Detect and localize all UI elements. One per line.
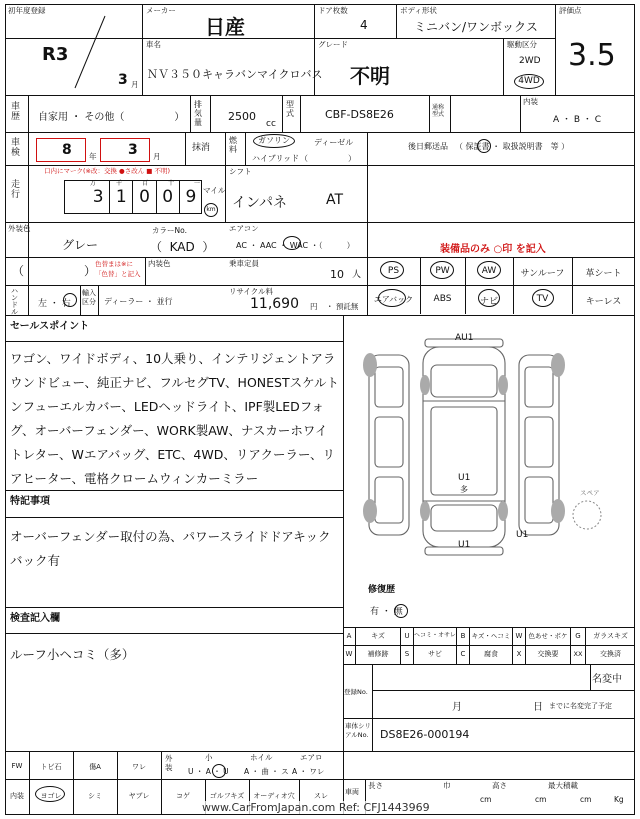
divider	[372, 664, 373, 751]
divider	[5, 517, 343, 518]
divider	[5, 315, 635, 316]
unit-label: 一	[193, 180, 200, 187]
equip-tv: TV	[536, 294, 549, 304]
divider	[5, 285, 367, 286]
airbag-circle	[378, 289, 406, 307]
legend-code: X	[513, 645, 526, 664]
capacity: 10	[330, 268, 344, 281]
navi-circle	[478, 289, 500, 307]
repaint-note2: 「色替」と記入	[95, 270, 141, 278]
legend-text: キズ・ヘコミ	[470, 627, 513, 645]
divider	[429, 95, 430, 132]
int-item: ヨゴレ	[40, 792, 62, 800]
divider	[5, 341, 343, 342]
interior-label: 内装	[523, 97, 538, 106]
length-unit: cm	[480, 795, 492, 804]
type-label: 型式	[286, 100, 294, 118]
divider	[343, 718, 635, 719]
equip-navi: ナビ	[479, 297, 498, 307]
load-unit: Kg	[614, 795, 624, 804]
ac-label: エアコン	[229, 224, 259, 233]
divider	[5, 257, 635, 258]
divider	[367, 132, 368, 316]
drive-4wd: 4WD	[514, 74, 544, 89]
sales-title: セールスポイント	[10, 321, 90, 332]
interior-grades: A ・ B ・ C	[553, 115, 602, 125]
height-label: 高さ	[492, 781, 507, 790]
import-label: 輸入区分	[82, 289, 96, 306]
repair-label: 修復歴	[368, 585, 396, 595]
int-color-label: 内装色	[148, 259, 171, 268]
repaint-note1: 色替まは※に	[95, 260, 133, 268]
odometer-digit: 9	[179, 180, 202, 214]
ac-options: AC ・ AAC ・ WAC ・（ ）	[236, 241, 355, 250]
equip-ps: PS	[387, 266, 400, 276]
odometer-digit: 0	[156, 180, 179, 214]
fuel-hybrid: ハイブリッド	[252, 154, 300, 163]
width-label: 巾	[443, 781, 451, 790]
model: ＮＶ３５０キャラバンマイクロバス	[147, 68, 323, 81]
divider	[5, 751, 635, 752]
int-item: コゲ	[176, 792, 190, 800]
first-reg-month-unit: 月	[131, 80, 139, 89]
divider	[503, 38, 504, 95]
divider	[5, 132, 635, 133]
length-label: 長さ	[368, 781, 383, 790]
capacity-unit: 人	[352, 270, 362, 280]
reg-month-unit: 月	[452, 702, 462, 713]
color-no-value: KAD	[169, 240, 195, 254]
diagram-u1-right: U1	[516, 530, 529, 540]
equip-aw: AW	[481, 266, 497, 276]
wheel-grades: A ・ 曲 ・ ス	[244, 767, 289, 776]
legend-code: S	[401, 645, 414, 664]
ext-circle	[212, 764, 226, 778]
divider	[396, 4, 397, 38]
unit-label: 千	[115, 180, 122, 187]
reg-deadline: までに名変完了予定	[549, 702, 612, 710]
sales-text: ワゴン、ワイドボディ、10人乗り、インテリジェントアラウンドビュー、純正ナビ、フルセグTV、HONESTスケルトンフューエルカバー、LEDヘッドライト、IPF製LEDフォグ、オーバーフェンダー、WORK製AW、ナスカーホワイトレター、Wエアバッグ、ETC、4WD、リアクーラー、リアヒーター、電格クロームウィンカーミラー	[10, 351, 339, 486]
reg-no-label: 登録No.	[344, 688, 368, 696]
first-reg-month: 3	[118, 72, 128, 88]
equipment-note: 装備品のみ ○印 を記入	[440, 244, 546, 255]
recycle-unit: 円	[310, 302, 318, 311]
handle-label: ハンドル	[11, 287, 18, 316]
car-diagram	[355, 325, 630, 565]
capacity-label: 乗車定員	[229, 259, 259, 268]
wheel-label: ホイル	[250, 753, 273, 762]
handle-position: 左 ・ 右	[38, 299, 71, 309]
divider	[343, 315, 344, 751]
inspection-year: 8	[62, 142, 72, 158]
chassis-no: DS8E26-000194	[380, 728, 470, 741]
score: 3.5	[568, 38, 616, 73]
doors: 4	[360, 18, 368, 32]
fuel-diesel: ディーゼル	[314, 138, 354, 147]
name-change: 名変中	[592, 674, 622, 685]
int-item: スレ	[314, 792, 328, 800]
special-text: オーバーフェンダー取付の為、パワースライドドアキックバック有	[10, 529, 331, 568]
divider	[555, 4, 556, 95]
equip-keyless: キーレス	[585, 297, 622, 307]
chassis-label: 車体シリアルNo.	[345, 722, 371, 739]
divider	[343, 664, 635, 665]
inspection-month-unit: 月	[153, 152, 161, 161]
divider	[5, 607, 343, 608]
int-item: ゴルフキズ	[209, 792, 245, 800]
maker-label: メーカー	[146, 6, 176, 15]
divider	[28, 95, 29, 315]
body-type: ミニバン/ワンボックス	[414, 20, 538, 34]
divider	[225, 165, 226, 222]
aero-label: エアロ	[300, 753, 323, 762]
disp-label: 排気量	[194, 100, 202, 127]
divider	[29, 751, 30, 815]
fuel-other: （ ）	[300, 154, 356, 163]
legend-text: 補修跡	[356, 645, 401, 664]
legend-code: W	[343, 645, 356, 664]
divider	[190, 95, 191, 132]
aw-circle	[477, 261, 501, 279]
divider	[5, 633, 343, 634]
diagram-u1-bottom: U1	[458, 540, 471, 550]
load-label: 最大積載	[548, 781, 578, 790]
unit-label: 十	[167, 180, 174, 187]
divider	[343, 779, 635, 780]
ext-small: 小	[205, 753, 213, 762]
score-label: 評価点	[559, 6, 582, 15]
first-reg-label: 初年度登録	[8, 6, 46, 15]
ps-circle	[380, 261, 404, 279]
int-item: オーディオ穴	[253, 792, 295, 800]
fuel-label: 燃料	[229, 136, 237, 154]
legend-row-2	[343, 645, 635, 664]
drive-label: 駆動区分	[507, 40, 537, 49]
usage: 自家用 ・ その他（ ）	[38, 112, 185, 123]
km-circle: km	[204, 203, 218, 217]
maker: 日産	[205, 15, 245, 39]
legend-code: C	[457, 645, 470, 664]
divider	[80, 285, 81, 315]
legend-text: ガラスキズ	[593, 632, 628, 640]
color-no: （ KAD ）	[150, 240, 215, 254]
height-unit: cm	[580, 795, 592, 804]
mileage-label: 走行	[11, 180, 21, 200]
divider	[300, 95, 301, 132]
divider	[5, 222, 635, 223]
ac-circle	[283, 236, 301, 250]
int-label: 内装	[10, 792, 24, 800]
inspection-month: 3	[128, 142, 138, 158]
inspection-month-box	[100, 138, 150, 162]
pw-circle	[430, 261, 454, 279]
shift-position: インパネ	[232, 195, 288, 211]
legend-text: 交換済	[600, 650, 621, 658]
handle-circle	[63, 293, 77, 307]
unit-label: 百	[141, 180, 148, 187]
disp-unit: cc	[266, 119, 276, 129]
repair-circle	[394, 604, 408, 618]
divider	[210, 95, 211, 132]
divider	[5, 779, 343, 780]
inspection-year-box	[36, 138, 86, 162]
watermark: www.CarFromJapan.com Ref: CFJ1443969	[202, 801, 430, 814]
inspection-year-unit: 年	[89, 152, 97, 161]
diagram-spare: スペア	[580, 489, 600, 497]
divider	[5, 95, 635, 96]
size-label: 車両	[345, 788, 359, 796]
legend-code: W	[513, 627, 526, 645]
diagram-u1-center: U1	[458, 473, 471, 483]
ext-label: 外装	[165, 754, 173, 772]
legend-row-1	[343, 627, 635, 645]
grade-label: グレード	[318, 40, 348, 49]
equip-pw: PW	[435, 266, 450, 276]
odometer-digit: 1	[109, 180, 132, 214]
import-type: ディーラー ・ 並行	[104, 297, 173, 306]
ext-grades: U ・ A ・ U	[188, 767, 229, 776]
drive-2wd: 2WD	[519, 56, 541, 66]
divider	[367, 285, 635, 286]
divider	[590, 664, 591, 690]
legend-code: B	[457, 627, 470, 645]
ext-color: グレー	[62, 238, 99, 252]
displacement: 2500	[228, 110, 256, 123]
special-title: 特記事項	[10, 496, 50, 507]
mileage-note: 口内にマーク(※改：交換 ●さ改ん ■ 不明)	[44, 167, 171, 175]
fw-item: ワレ	[132, 763, 146, 771]
legend-text: 色あせ・ボケ	[526, 627, 571, 645]
inspection-notes-title: 検査記入欄	[10, 613, 60, 624]
divider	[161, 751, 162, 815]
legend-text: 交換要	[526, 645, 571, 664]
recycle-label: リサイクル料	[229, 287, 273, 296]
equip-abs: ABS	[433, 294, 452, 304]
divider	[225, 132, 226, 165]
divider	[185, 132, 186, 165]
legend-text: 腐食	[470, 645, 513, 664]
slash-mark	[70, 14, 110, 90]
legend-code: U	[401, 627, 414, 645]
reg-day-unit: 日	[533, 702, 543, 713]
docs-circle	[477, 139, 491, 153]
fw-item: 傷A	[89, 763, 101, 771]
doors-label: ドア枚数	[318, 6, 348, 15]
docs-items: （ 保証書 ・ 取扱説明書 等 ）	[455, 142, 570, 151]
divider	[245, 132, 246, 165]
equip-airbag: エアバック	[373, 295, 414, 304]
color-no-label: カラーNo.	[152, 226, 187, 235]
fw-label: FW	[11, 762, 23, 770]
erase-label: 抹消	[192, 143, 211, 153]
odometer-digit: 3	[92, 187, 104, 207]
divider	[520, 95, 521, 132]
grade: 不明	[350, 64, 390, 88]
divider	[5, 490, 343, 491]
shift-label: シフト	[229, 167, 252, 176]
odometer-units	[70, 178, 200, 187]
legend-code: G	[571, 627, 586, 645]
equip-sunroof: サンルーフ	[520, 269, 565, 279]
ext-color-label: 外装色	[8, 224, 31, 233]
legend-text: キズ	[356, 627, 401, 645]
first-reg-era: R3	[42, 44, 69, 65]
divider	[450, 95, 451, 132]
inspection-label: 車検	[11, 138, 21, 158]
recycle-deposit: ・ 預託無	[326, 302, 359, 311]
body-label: ボディ形状	[400, 6, 437, 15]
diagram-au1: AU1	[455, 333, 474, 343]
odometer-digit: 0	[132, 180, 155, 214]
int-item: ヤブレ	[128, 792, 150, 800]
model-label: 車名	[146, 40, 161, 49]
diagram-u1-center-sub: 多	[460, 485, 468, 494]
fw-item: トビ石	[40, 763, 62, 771]
legend-text: サビ	[414, 645, 457, 664]
divider	[282, 95, 283, 132]
repaint-field: （ ）	[12, 264, 97, 278]
dirt-circle	[35, 786, 65, 802]
legend-code: XX	[571, 645, 586, 664]
equip-leather: 革シート	[585, 269, 622, 279]
divider	[142, 4, 143, 95]
divider	[372, 690, 635, 691]
width-unit: cm	[535, 795, 547, 804]
repair-value: 有 ・ 無	[370, 607, 403, 617]
int-item: シミ	[88, 792, 102, 800]
divider	[5, 165, 635, 166]
docs-label: 後日郵送品	[408, 142, 448, 151]
fuel-gasoline: ガソリン	[253, 134, 295, 148]
inspection-notes-text: ルーフ小ヘコミ（多）	[10, 647, 135, 662]
legend-code: A	[343, 627, 356, 645]
legend-text: ヘコミ・オサレ	[414, 627, 457, 645]
model-type: CBF-DS8E26	[325, 108, 394, 121]
unit-label: 万	[89, 180, 96, 187]
divider	[117, 751, 118, 815]
class-label: 通称型式	[432, 104, 445, 118]
history-label: 車歴	[11, 102, 21, 122]
divider	[145, 257, 146, 285]
divider	[73, 751, 74, 815]
mile-label: マイル	[203, 186, 226, 195]
aero-grades: A ・ ワレ	[292, 767, 325, 776]
divider	[98, 285, 99, 315]
tv-circle	[532, 289, 554, 307]
shift-type: AT	[326, 192, 344, 208]
recycle-fee: 11,690	[250, 296, 299, 312]
